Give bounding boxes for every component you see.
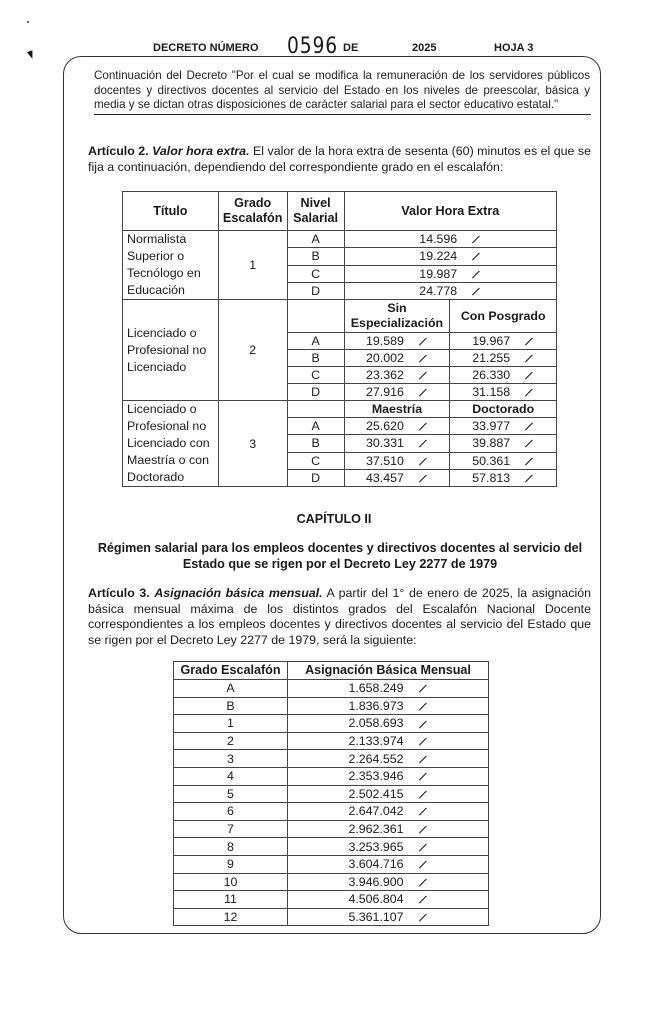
- salary-value-cell: [288, 891, 489, 909]
- check-mark-icon: [419, 791, 427, 799]
- article-3-body: A partir del 1° de enero de 2025, la asignación básica mensual máxima de los distintos grados del Escalafón Nacional Docente correspondientes a los empleos docentes y directivos docentes al servicio del Estado que se rigen por el Decreto Ley 2277 de 1979, será la siguiente:: [88, 586, 591, 647]
- table-row: [123, 401, 557, 418]
- check-mark-icon: [419, 338, 427, 346]
- grade-cell: 9: [174, 855, 288, 873]
- check-mark-icon: [419, 738, 427, 746]
- table-row: [174, 767, 489, 785]
- group-grade: 1: [218, 231, 287, 300]
- group-title: Normalista Superior o Tecnólogo en Educación: [123, 231, 219, 300]
- value-cell: [344, 282, 556, 299]
- article-2-title: Valor hora extra.: [152, 144, 250, 158]
- check-mark-icon: [525, 440, 533, 448]
- value-cell: [344, 435, 450, 452]
- group-grade: 2: [218, 300, 287, 401]
- table-row: [174, 785, 489, 803]
- value-cell: [450, 418, 557, 435]
- level-cell: C: [287, 367, 344, 384]
- salary-value-cell: [288, 680, 489, 698]
- grade-cell: A: [174, 680, 288, 698]
- value-cell: [344, 367, 450, 384]
- check-mark-icon: [419, 879, 427, 887]
- article-2: [88, 144, 591, 175]
- check-mark-icon: [419, 773, 427, 781]
- value-text: 1.836.973: [348, 698, 404, 713]
- value-text: 2.133.974: [348, 734, 404, 749]
- value-text: 2.647.042: [348, 804, 404, 819]
- salary-value-cell: [288, 820, 489, 838]
- article-3-number: Artículo 3.: [88, 586, 150, 600]
- header-grado: Grado Escalafón: [218, 192, 287, 231]
- value-text: 2.502.415: [348, 786, 404, 801]
- check-mark-icon: [525, 372, 533, 380]
- value-cell: [344, 350, 450, 367]
- grade-cell: 4: [174, 767, 288, 785]
- grade-cell: 5: [174, 785, 288, 803]
- check-mark-icon: [419, 685, 427, 693]
- chapter-title: CAPÍTULO II: [296, 512, 372, 526]
- salary-value-cell: [288, 767, 489, 785]
- value-text: 1.658.249: [348, 681, 404, 696]
- salary-value-cell: [288, 873, 489, 891]
- value-cell: [450, 350, 557, 367]
- grade-cell: 6: [174, 803, 288, 821]
- table-row: [174, 820, 489, 838]
- empty-cell: [287, 300, 344, 333]
- header-grado-escalafon: Grado Escalafón: [174, 662, 288, 680]
- value-cell: [450, 333, 557, 350]
- salary-value-cell: [288, 697, 489, 715]
- salary-value-cell: [288, 750, 489, 768]
- value-text: 31.158: [472, 385, 511, 399]
- empty-cell: [287, 401, 344, 418]
- value-text: 20.002: [366, 351, 404, 365]
- header-valor: Valor Hora Extra: [344, 192, 556, 231]
- check-mark-icon: [472, 253, 480, 261]
- check-mark-icon: [472, 270, 480, 278]
- check-mark-icon: [525, 475, 533, 483]
- check-mark-icon: [419, 826, 427, 834]
- level-cell: B: [287, 350, 344, 367]
- value-cell: [450, 367, 557, 384]
- value-text: 2.353.946: [348, 769, 404, 784]
- grade-cell: B: [174, 697, 288, 715]
- table-row: [174, 715, 489, 733]
- table-row: [174, 855, 489, 873]
- table-row: [174, 873, 489, 891]
- value-cell: [344, 469, 450, 486]
- level-cell: B: [287, 435, 344, 452]
- group-grade: 3: [218, 401, 287, 487]
- grade-cell: 12: [174, 908, 288, 926]
- level-cell: A: [287, 333, 344, 350]
- grade-cell: 8: [174, 838, 288, 856]
- check-mark-icon: [525, 389, 533, 397]
- check-mark-icon: [419, 423, 427, 431]
- value-text: 3.253.965: [348, 839, 404, 854]
- salary-value-cell: [288, 803, 489, 821]
- value-text: 19.224: [419, 249, 458, 264]
- check-mark-icon: [419, 372, 427, 380]
- check-mark-icon: [419, 843, 427, 851]
- salary-value-cell: [288, 715, 489, 733]
- check-mark-icon: [472, 236, 480, 244]
- check-mark-icon: [525, 423, 533, 431]
- continuation-text: Continuación del Decreto "Por el cual se modifica la remuneración de los servidores públicos docentes y directivos docentes al servicio del Estado en los niveles de preescolar, básica y media y se dictan otras disposiciones de carácter salarial para el sector educativo estatal.": [94, 69, 590, 111]
- value-cell: [344, 333, 450, 350]
- grade-cell: 3: [174, 750, 288, 768]
- value-text: 23.362: [366, 368, 404, 382]
- value-text: 21.255: [472, 351, 511, 365]
- value-text: 2.264.552: [348, 751, 404, 766]
- level-cell: D: [287, 469, 344, 486]
- table-row: [123, 300, 557, 333]
- value-cell: [450, 435, 557, 452]
- decree-label: DECRETO NÚMERO: [153, 42, 259, 54]
- check-mark-icon: [419, 720, 427, 728]
- table-row: [174, 891, 489, 909]
- value-text: 30.331: [366, 436, 404, 451]
- table-row: [123, 231, 557, 248]
- table-row: [174, 697, 489, 715]
- check-mark-icon: [419, 457, 427, 465]
- value-text: 3.604.716: [348, 857, 404, 872]
- table-row: [174, 803, 489, 821]
- article-3: [88, 586, 591, 648]
- level-cell: D: [287, 384, 344, 401]
- value-text: 19.987: [419, 266, 458, 281]
- grade-cell: 7: [174, 820, 288, 838]
- header-nivel: Nivel Salarial: [287, 192, 344, 231]
- check-mark-icon: [419, 355, 427, 363]
- grade-cell: 10: [174, 873, 288, 891]
- decree-year: 2025: [412, 42, 437, 54]
- salary-value-cell: [288, 908, 489, 926]
- value-text: 27.916: [366, 385, 404, 399]
- value-text: 24.778: [419, 283, 458, 298]
- value-text: 26.330: [472, 368, 511, 382]
- overtime-table: [122, 191, 557, 487]
- subheader-sin-especializacion: Sin Especialización: [344, 300, 450, 333]
- value-cell: [344, 452, 450, 469]
- value-text: 50.361: [472, 453, 511, 468]
- salary-value-cell: [288, 838, 489, 856]
- level-cell: C: [287, 265, 344, 282]
- article-2-body: El valor de la hora extra de sesenta (60) minutos es el que se fija a continuación, dependiendo del correspondiente grado en el escalafón:: [88, 144, 591, 174]
- value-cell: [450, 469, 557, 486]
- value-text: 39.887: [472, 436, 511, 451]
- salary-value-cell: [288, 855, 489, 873]
- value-cell: [450, 384, 557, 401]
- value-text: 3.946.900: [348, 874, 404, 889]
- group-title: Licenciado o Profesional no Licenciado con Maestría o con Doctorado: [123, 401, 219, 487]
- de-label: DE: [343, 42, 359, 54]
- value-text: 19.589: [366, 334, 404, 348]
- scan-speck: [27, 21, 29, 23]
- check-mark-icon: [525, 338, 533, 346]
- subheader-doctorado: Doctorado: [450, 401, 557, 418]
- table-row: [174, 732, 489, 750]
- check-mark-icon: [419, 755, 427, 763]
- subheader-con-posgrado: Con Posgrado: [450, 300, 557, 333]
- value-text: 37.510: [366, 453, 404, 468]
- check-mark-icon: [525, 355, 533, 363]
- header-asignacion: Asignación Básica Mensual: [288, 662, 489, 680]
- grade-cell: 11: [174, 891, 288, 909]
- check-mark-icon: [419, 440, 427, 448]
- value-cell: [344, 231, 556, 248]
- value-cell: [344, 248, 556, 265]
- decree-number: 0596: [287, 34, 338, 59]
- article-3-title: Asignación básica mensual.: [154, 586, 323, 600]
- table-row: [174, 908, 489, 926]
- salary-value-cell: [288, 785, 489, 803]
- value-text: 5.361.107: [348, 910, 404, 925]
- level-cell: A: [287, 418, 344, 435]
- continuation-rule: [94, 114, 591, 115]
- value-cell: [450, 452, 557, 469]
- value-text: 19.967: [472, 334, 511, 348]
- check-mark-icon: [525, 457, 533, 465]
- check-mark-icon: [419, 703, 427, 711]
- check-mark-icon: [472, 288, 480, 296]
- value-text: 2.058.693: [348, 716, 404, 731]
- chapter-subtitle: Régimen salarial para los empleos docentes y directivos docentes al servicio del Estado que se rigen por el Decreto Ley 2277 de 1979: [97, 541, 583, 571]
- value-text: 14.596: [419, 232, 458, 247]
- group-title: Licenciado o Profesional no Licenciado: [123, 300, 219, 401]
- header-titulo: Título: [123, 192, 219, 231]
- value-cell: [344, 418, 450, 435]
- article-2-number: Artículo 2.: [88, 144, 149, 158]
- subheader-maestria: Maestría: [344, 401, 450, 418]
- value-cell: [344, 384, 450, 401]
- grade-cell: 1: [174, 715, 288, 733]
- level-cell: D: [287, 282, 344, 299]
- check-mark-icon: [419, 896, 427, 904]
- table-row: [174, 750, 489, 768]
- page-label: HOJA 3: [494, 42, 534, 54]
- grade-cell: 2: [174, 732, 288, 750]
- value-text: 2.962.361: [348, 822, 404, 837]
- check-mark-icon: [419, 861, 427, 869]
- salary-table-header: [174, 662, 489, 680]
- overtime-table-header: [123, 192, 557, 231]
- level-cell: B: [287, 248, 344, 265]
- value-text: 4.506.804: [348, 892, 404, 907]
- salary-table: [173, 661, 489, 926]
- document-header: [0, 34, 668, 59]
- check-mark-icon: [419, 914, 427, 922]
- table-row: [174, 680, 489, 698]
- value-text: 25.620: [366, 419, 404, 434]
- check-mark-icon: [419, 389, 427, 397]
- level-cell: C: [287, 452, 344, 469]
- check-mark-icon: [419, 475, 427, 483]
- value-cell: [344, 265, 556, 282]
- table-row: [174, 838, 489, 856]
- level-cell: A: [287, 231, 344, 248]
- salary-value-cell: [288, 732, 489, 750]
- value-text: 33.977: [472, 419, 511, 434]
- value-text: 57.813: [472, 470, 511, 485]
- value-text: 43.457: [366, 470, 404, 485]
- check-mark-icon: [419, 808, 427, 816]
